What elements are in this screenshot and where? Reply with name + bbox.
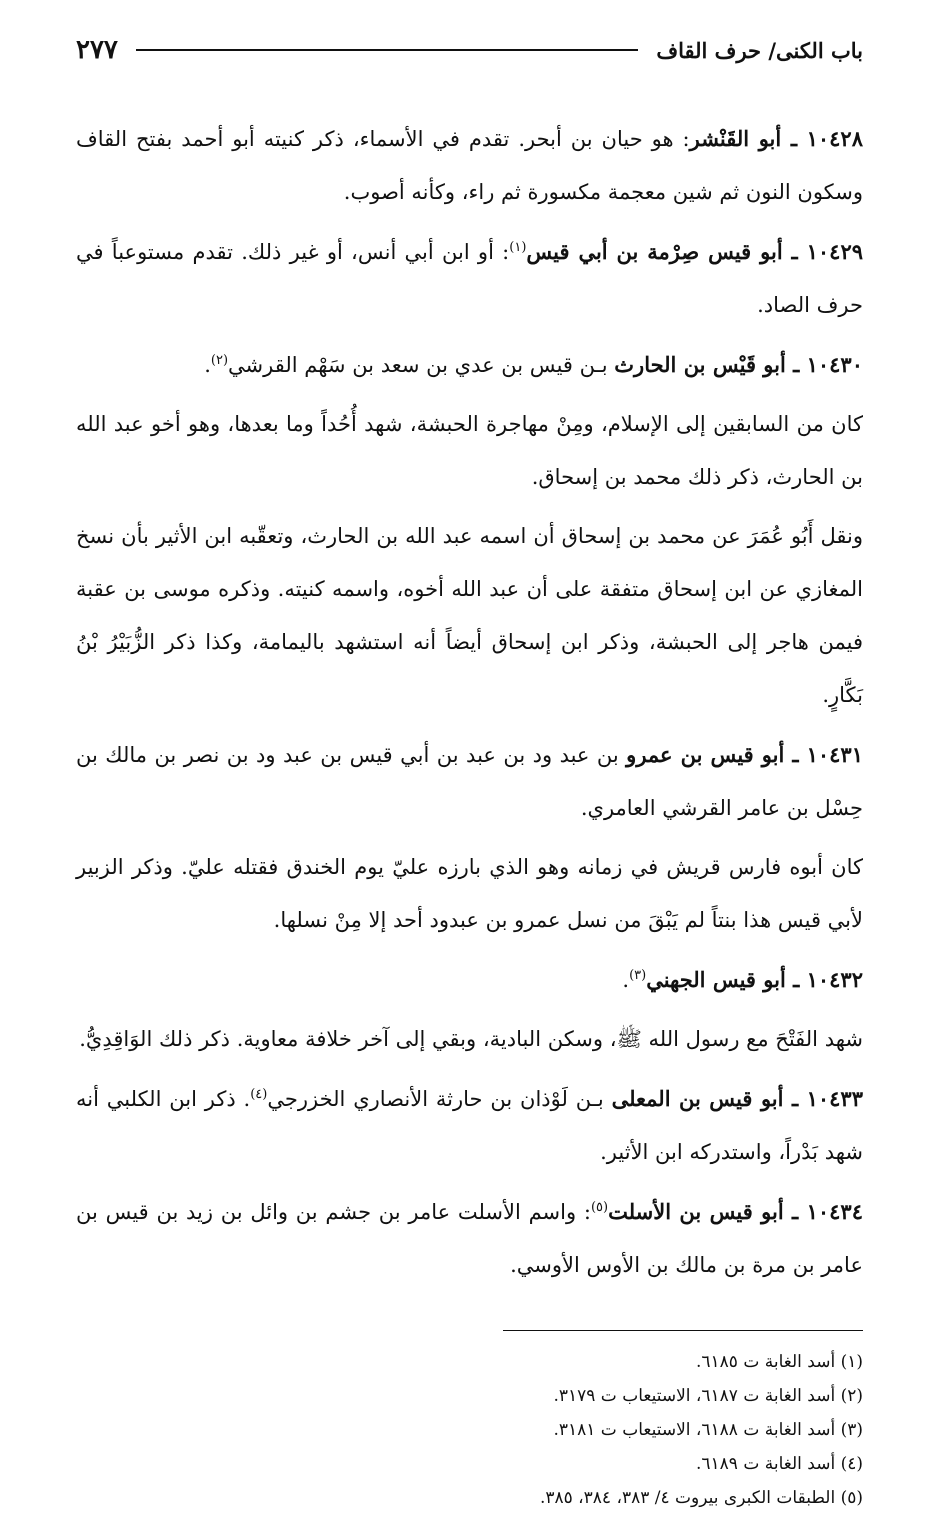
entry-text: بن عبد ود بن عبد بن أبي قيس بن عبد ود بن نصر بن مالك بن حِسْل بن عامر القرشي العامري.: [76, 743, 863, 820]
entry-text: : هو حيان بن أبحر. تقدم في الأسماء، ذكر كنيته أبو أحمد بفتح القاف وسكون النون ثم شين معجمة مكسورة ثم راء، وكأنه أصوب.: [76, 127, 863, 204]
paragraph-text: كان من السابقين إلى الإسلام، ومِنْ مهاجرة الحبشة، شهد أُحُداً وما بعدها، وهو أخو عبد الله بن الحارث، ذكر ذلك محمد بن إسحاق.: [76, 412, 863, 489]
paragraph: [76, 841, 863, 947]
footnote-4: (٤) أسد الغابة ت ٦١٨٩.: [696, 1454, 863, 1474]
footnote-ref: (٤): [250, 1087, 268, 1102]
paragraph-text: ونقل أَبُو عُمَرَ عن محمد بن إسحاق أن اسمه عبد الله بن الحارث، وتعقّبه ابن الأثير بأن نسخ المغازي عن ابن إسحاق متفقة على أن عبد الله أخوه، واسمه كنيته. وذكره موسى بن عقبة فيمن هاجر إلى الحبشة، وذكر ابن إسحاق أيضاً أنه استشهد باليمامة، وكذا ذكر الزُّبَيْرُ بْنُ بَكَّارٍ.: [76, 524, 863, 707]
entry-text: بـن قيس بن عدي بن سعد بن سَهْم القرشي: [228, 353, 615, 377]
entry-tail: .: [622, 968, 630, 992]
entry-heading: ١٠٤٢٩ ـ أبو قيس صِرْمة بن أبي قيس: [526, 239, 864, 264]
entry-heading: ١٠٤٣١ ـ أبو قيس بن عمرو: [626, 742, 863, 767]
body-text: [76, 112, 863, 1292]
entry-10429: [76, 225, 863, 332]
entry-heading: ١٠٤٣٠ ـ أبو قَيْس بن الحارث: [614, 352, 863, 377]
entry-text: : واسم الأسلت عامر بن جشم بن وائل بن زيد بن قيس بن عامر بن مرة بن مالك بن الأوس الأوسي.: [76, 1200, 863, 1277]
footnote-1: (١) أسد الغابة ت ٦١٨٥.: [696, 1352, 863, 1372]
paragraph-text: كان أبوه فارس قريش في زمانه وهو الذي بارزه عليّ يوم الخندق فقتله عليّ. وذكر الزبير لأبي قيس هذا بنتاً لم يَبْقَ من نسل عمرو بن عبدود أحد إلا مِنْ نسلها.: [76, 855, 863, 932]
footnotes: [76, 1345, 863, 1515]
entry-10431: [76, 728, 863, 835]
paragraph: [76, 510, 863, 722]
entry-heading: ١٠٤٢٨ ـ أبو القَنْشر: [689, 126, 863, 151]
entry-text: : أو ابن أبي أنس، أو غير ذلك. تقدم مستوعباً في حرف الصاد.: [76, 240, 863, 317]
entry-text: بـن لَوْذان بن حارثة الأنصاري الخزرجي: [267, 1087, 612, 1111]
footnote-ref: (٥): [590, 1200, 609, 1215]
page-number: ٢٧٧: [76, 35, 118, 65]
entry-tail: . ذكر ابن الكلبي أنه شهد بَدْراً، واستدركه ابن الأثير.: [76, 1087, 863, 1164]
entry-10433: [76, 1072, 863, 1179]
footnote-ref: (٢): [210, 353, 229, 368]
footnote-ref: (١): [509, 240, 527, 255]
footnote-5: (٥) الطبقات الكبرى بيروت ٤/ ٣٨٣، ٣٨٤، ٣٨٥.: [539, 1488, 863, 1508]
entry-tail: .: [204, 353, 211, 377]
footnote-rule: [503, 1330, 863, 1331]
entry-10432: [76, 953, 863, 1007]
header-rule: [136, 49, 638, 51]
paragraph: [76, 1013, 863, 1066]
entry-heading: ١٠٤٣٢ ـ أبو قيس الجهني: [646, 967, 863, 992]
paragraph: [76, 398, 863, 504]
footnote-2: (٢) أسد الغابة ت ٦١٨٧، الاستيعاب ت ٣١٧٩.: [553, 1386, 863, 1406]
entry-10434: [76, 1185, 863, 1292]
entry-10428: [76, 112, 863, 219]
entry-heading: ١٠٤٣٤ ـ أبو قيس بن الأسلت: [608, 1199, 863, 1224]
page-header: [76, 28, 863, 72]
paragraph-text: شهد الفَتْحَ مع رسول الله ﷺ، وسكن البادية، وبقي إلى آخر خلافة معاوية. ذكر ذلك الوَاقِدِيُّ.: [79, 1027, 863, 1051]
footnote-3: (٣) أسد الغابة ت ٦١٨٨، الاستيعاب ت ٣١٨١.: [553, 1420, 863, 1440]
entry-heading: ١٠٤٣٣ ـ أبو قيس بن المعلى: [611, 1086, 863, 1111]
entry-10430: [76, 338, 863, 392]
running-head: باب الكنى/ حرف القاف: [656, 37, 863, 63]
footnote-ref: (٣): [629, 968, 647, 983]
